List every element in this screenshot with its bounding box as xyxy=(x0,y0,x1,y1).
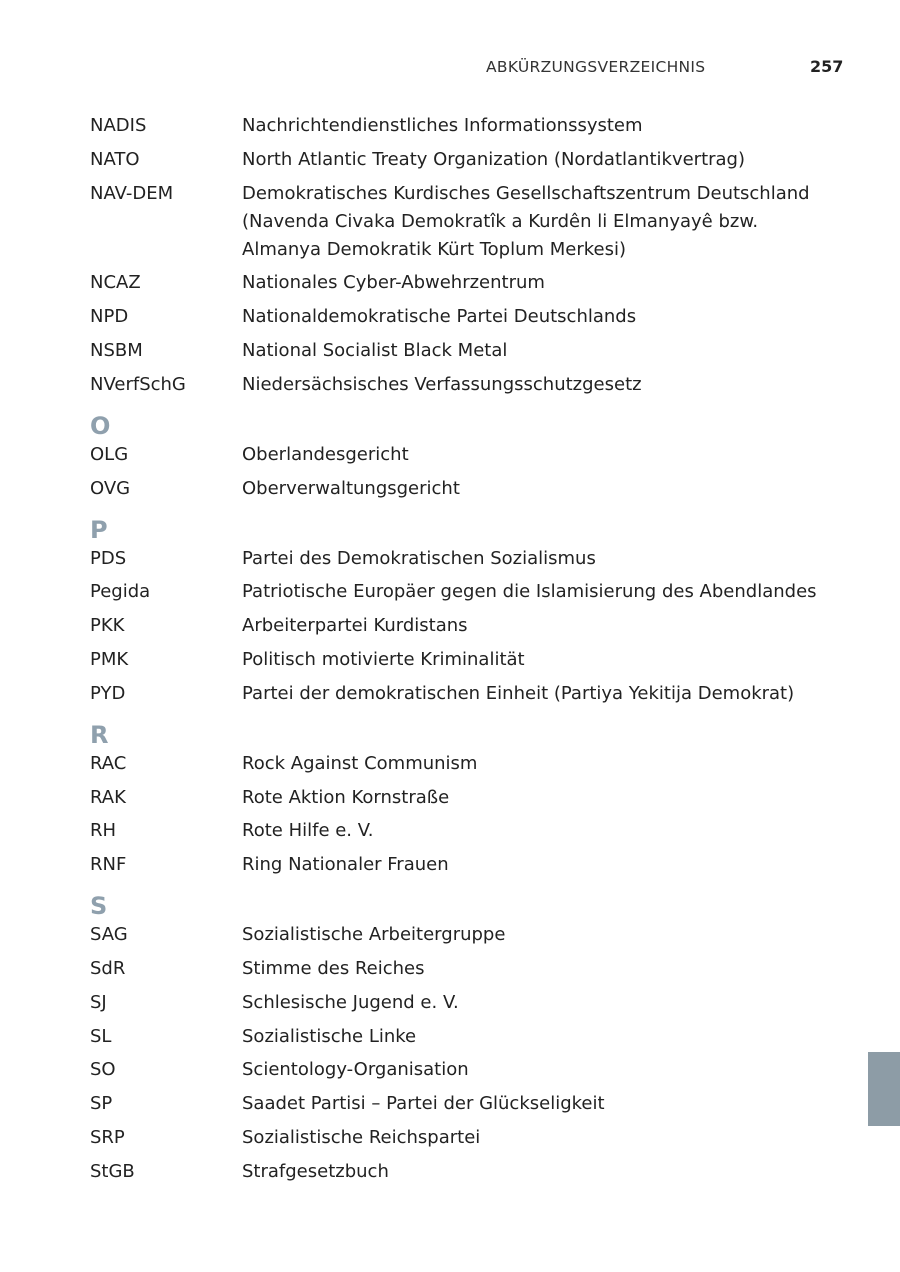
abbreviation: Pegida xyxy=(90,581,151,603)
abbreviation: RNF xyxy=(90,854,127,876)
expansion: Stimme des Reiches xyxy=(242,957,425,979)
abbreviation: NADIS xyxy=(90,115,147,136)
expansion: Nationaldemokratische Partei Deutschlands xyxy=(242,306,637,328)
abbreviation: SAG xyxy=(90,924,128,946)
section-letter-o: O xyxy=(90,411,111,440)
list-item xyxy=(90,1023,840,1051)
section-letter-p: P xyxy=(90,515,108,544)
abbreviation: StGB xyxy=(90,1160,135,1182)
expansion: Demokratisches Kurdisches Gesellschaftszentrum Deutschland (Navenda Civaka Demokratîk a Kurdên li Elmanyayê bzw. Almanya Demokratik Kürt Toplum Merkesi) xyxy=(242,182,810,260)
list-item xyxy=(90,1056,840,1084)
list-item xyxy=(90,441,840,469)
expansion: Partei des Demokratischen Sozialismus xyxy=(242,547,596,569)
abbreviation: OLG xyxy=(90,443,129,465)
expansion: Sozialistische Reichspartei xyxy=(242,1126,481,1148)
list-item xyxy=(90,851,840,879)
expansion: Nationales Cyber-Abwehrzentrum xyxy=(242,272,545,294)
list-item xyxy=(90,646,840,674)
abbreviation: NCAZ xyxy=(90,272,141,294)
expansion: Arbeiterpartei Kurdistans xyxy=(242,615,468,637)
abbreviation: SdR xyxy=(90,957,126,979)
list-item xyxy=(90,750,840,778)
abbreviation: SJ xyxy=(90,991,107,1013)
list-item xyxy=(90,475,840,503)
expansion: Niedersächsisches Verfassungsschutzgesetz xyxy=(242,373,642,395)
expansion: Rote Aktion Kornstraße xyxy=(242,786,450,808)
abbreviation: NVerfSchG xyxy=(90,373,186,395)
list-item xyxy=(90,1090,840,1118)
list-item xyxy=(90,545,840,573)
abbreviation: SO xyxy=(90,1059,116,1081)
page-number: 257 xyxy=(810,57,844,76)
expansion: North Atlantic Treaty Organization (Nordatlantikvertrag) xyxy=(242,148,746,170)
abbreviation: PDS xyxy=(90,547,127,569)
expansion: Oberverwaltungsgericht xyxy=(242,477,460,499)
list-item xyxy=(90,1124,840,1152)
expansion: Saadet Partisi – Partei der Glückseligkeit xyxy=(242,1093,605,1115)
expansion: Politisch motivierte Kriminalität xyxy=(242,648,525,670)
chapter-thumb-tab xyxy=(868,1052,900,1126)
expansion: Rock Against Communism xyxy=(242,752,478,774)
list-item xyxy=(90,921,840,949)
list-item xyxy=(90,337,840,365)
abbreviation: NSBM xyxy=(90,339,143,361)
list-item xyxy=(90,269,840,297)
abbreviation: RAK xyxy=(90,786,126,808)
abbreviation: OVG xyxy=(90,477,131,499)
list-item xyxy=(90,112,840,140)
list-item xyxy=(90,1158,840,1186)
abbreviation: RAC xyxy=(90,752,127,774)
abbreviation: PMK xyxy=(90,648,129,670)
abbreviation: SL xyxy=(90,1025,112,1047)
abbreviation: PKK xyxy=(90,615,125,637)
list-item xyxy=(90,371,840,399)
list-item xyxy=(90,146,840,174)
abbreviation: NATO xyxy=(90,148,140,170)
list-item xyxy=(90,784,840,812)
expansion: Schlesische Jugend e. V. xyxy=(242,991,459,1013)
abbreviation: PYD xyxy=(90,682,126,704)
abbreviation-list xyxy=(90,112,840,1192)
expansion: Strafgesetzbuch xyxy=(242,1160,389,1182)
expansion: Nachrichtendienstliches Informationssystem xyxy=(242,115,643,136)
expansion: National Socialist Black Metal xyxy=(242,339,508,361)
expansion: Sozialistische Arbeitergruppe xyxy=(242,924,506,946)
section-letter-r: R xyxy=(90,720,109,749)
list-item xyxy=(90,180,840,264)
list-item xyxy=(90,303,840,331)
expansion: Rote Hilfe e. V. xyxy=(242,820,374,842)
expansion: Ring Nationaler Frauen xyxy=(242,854,449,876)
abbreviation: SP xyxy=(90,1093,113,1115)
abbreviation: NPD xyxy=(90,306,129,328)
running-header-title: ABKÜRZUNGSVERZEICHNIS xyxy=(486,58,706,76)
abbreviation: NAV-DEM xyxy=(90,182,174,204)
abbreviation: RH xyxy=(90,820,117,842)
section-letter-s: S xyxy=(90,892,108,921)
expansion: Oberlandesgericht xyxy=(242,443,409,465)
abbreviation: SRP xyxy=(90,1126,125,1148)
list-item xyxy=(90,612,840,640)
list-item xyxy=(90,680,840,708)
list-item xyxy=(90,989,840,1017)
expansion: Partei der demokratischen Einheit (Partiya Yekitija Demokrat) xyxy=(242,682,795,704)
list-item xyxy=(90,817,840,845)
expansion: Sozialistische Linke xyxy=(242,1025,417,1047)
list-item xyxy=(90,955,840,983)
expansion: Scientology-Organisation xyxy=(242,1059,469,1081)
expansion: Patriotische Europäer gegen die Islamisierung des Abendlandes xyxy=(242,581,817,603)
list-item xyxy=(90,578,840,606)
